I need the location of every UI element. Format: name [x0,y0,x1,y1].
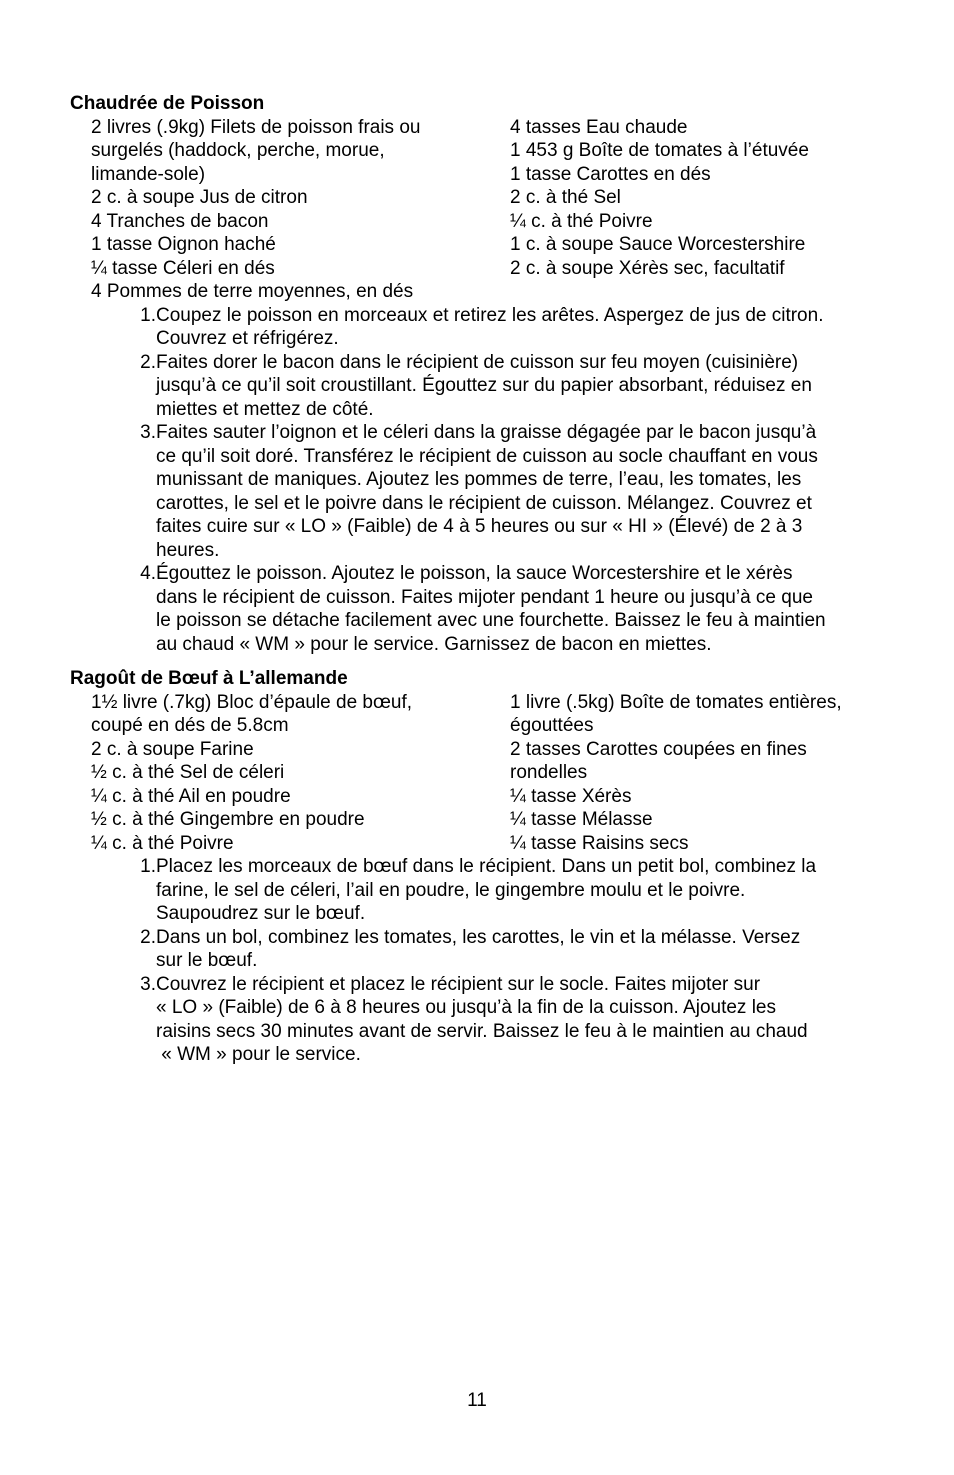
ingredient-line: ¼ tasse Céleri en dés [91,257,275,279]
ingredient-line: 2 c. à soupe Xérès sec, facultatif [510,257,785,279]
step-item [70,926,890,973]
ingredient-line: 2 c. à soupe Jus de citron [91,187,308,208]
step-number: 4. [140,563,156,584]
step-line: Dans un bol, combinez les tomates, les carottes, le vin et la mélasse. Versez [156,926,801,948]
ingredients-list [70,691,890,856]
step-line: Faites dorer le bacon dans le récipient de cuisson sur feu moyen (cuisinière) [156,351,799,373]
step-item [70,304,890,351]
ingredient-line: 4 tasses Eau chaude [510,116,688,138]
ingredient-line: égouttées [510,715,594,736]
steps-list [70,855,890,1067]
step-number: 2. [140,351,156,373]
ingredient-line: 4 Tranches de bacon [91,210,269,232]
ingredient-line: coupé en dés de 5.8cm [91,715,289,736]
step-text [156,351,886,422]
ingredients-left-column [91,116,510,281]
step-line: raisins secs 30 minutes avant de servir. Baissez le feu à le maintien au chaud [156,1020,808,1042]
step-text [156,562,886,656]
ingredient-line: 1 c. à soupe Sauce Worcestershire [510,234,806,255]
step-line: Égouttez le poisson. Ajoutez le poisson, la sauce Worcestershire et le xérès [156,563,793,584]
step-item [70,421,890,562]
step-item [70,562,890,656]
step-line: faites cuire sur « LO » (Faible) de 4 à 5 heures ou sur « HI » (Élevé) de 2 à 3 [156,516,803,537]
ingredient-line: 4 Pommes de terre moyennes, en dés [91,281,414,302]
step-number: 1. [140,856,156,877]
step-line: Placez les morceaux de bœuf dans le récipient. Dans un petit bol, combinez la [156,856,817,877]
step-text [156,926,886,973]
ingredients-list [70,116,890,281]
step-text [156,304,886,351]
ingredient-line: limande-sole) [91,163,206,185]
ingredient-line: ¼ c. à thé Ail en poudre [91,785,291,807]
ingredient-line: ¼ c. à thé Poivre [510,210,653,232]
ingredient-line: ¼ c. à thé Poivre [91,832,234,854]
step-text [156,973,886,1067]
step-line: au chaud « WM » pour le service. Garnissez de bacon en miettes. [156,633,712,655]
step-line: « LO » (Faible) de 6 à 8 heures ou jusqu’à la fin de la cuisson. Ajoutez les [156,997,776,1018]
ingredient-line: 2 c. à soupe Farine [91,738,254,760]
step-number: 3. [140,973,156,995]
ingredient-line: ½ c. à thé Sel de céleri [91,762,285,783]
step-line: Saupoudrez sur le bœuf. [156,903,366,924]
ingredient-line: 2 c. à thé Sel [510,187,621,208]
step-line: le poisson se détache facilement avec une fourchette. Baissez le feu à maintien [156,610,826,631]
ingredient-line: ¼ tasse Raisins secs [510,832,689,854]
steps-list [70,304,890,657]
step-line: carottes, le sel et le poivre dans le récipient de cuisson. Mélangez. Couvrez et [156,492,812,514]
recipe-chaudree [70,92,890,656]
step-number: 1. [140,304,156,326]
step-text [156,855,886,926]
recipe-title: Ragoût de Bœuf à L’allemande [70,668,348,689]
ingredient-line: 2 tasses Carottes coupées en fines [510,738,807,760]
ingredient-line: ¼ tasse Xérès [510,785,632,807]
ingredient-line: 2 livres (.9kg) Filets de poisson frais ou [91,116,421,138]
step-line: farine, le sel de céleri, l’ail en poudre, le gingembre moulu et le poivre. [156,879,746,901]
step-line: Couvrez et réfrigérez. [156,328,339,349]
ingredient-line: 1½ livre (.7kg) Bloc d’épaule de bœuf, [91,691,413,713]
page-number: 11 [467,1390,487,1411]
ingredient-line: ¼ tasse Mélasse [510,809,653,830]
step-line: ce qu’il soit doré. Transférez le récipient de cuisson au socle chauffant en vous [156,445,818,467]
ingredients-right-column [510,691,890,856]
ingredients-left-column [91,691,510,856]
ingredient-line: ½ c. à thé Gingembre en poudre [91,809,365,830]
ingredient-line: 1 tasse Oignon haché [91,234,276,255]
step-line: jusqu’à ce qu’il soit croustillant. Égouttez sur du papier absorbant, réduisez en [156,375,812,396]
step-line: sur le bœuf. [156,950,258,971]
step-line: Couvrez le récipient et placez le récipient sur le socle. Faites mijoter sur [156,973,761,995]
ingredient-line: rondelles [510,762,588,783]
ingredient-line: surgelés (haddock, perche, morue, [91,140,385,161]
step-line: miettes et mettez de côté. [156,398,374,420]
ingredient-line: 1 tasse Carottes en dés [510,163,711,185]
step-line: dans le récipient de cuisson. Faites mijoter pendant 1 heure ou jusqu’à ce que [156,586,813,608]
step-item [70,351,890,422]
recipe-ragout [70,667,890,1067]
ingredients-right-column [510,116,890,281]
ingredient-line: 1 453 g Boîte de tomates à l’étuvée [510,140,809,161]
step-line: Coupez le poisson en morceaux et retirez les arêtes. Aspergez de jus de citron. [156,304,824,326]
step-item [70,973,890,1067]
step-number: 2. [140,926,156,948]
step-text [156,421,886,562]
step-line: heures. [156,539,220,561]
step-number: 3. [140,422,156,443]
recipe-title: Chaudrée de Poisson [70,93,265,114]
step-line: munissant de maniques. Ajoutez les pommes de terre, l’eau, les tomates, les [156,469,802,490]
step-line: « WM » pour le service. [156,1044,361,1065]
step-item [70,855,890,926]
step-line: Faites sauter l’oignon et le céleri dans la graisse dégagée par le bacon jusqu’à [156,422,817,443]
ingredient-line: 1 livre (.5kg) Boîte de tomates entières, [510,691,842,713]
